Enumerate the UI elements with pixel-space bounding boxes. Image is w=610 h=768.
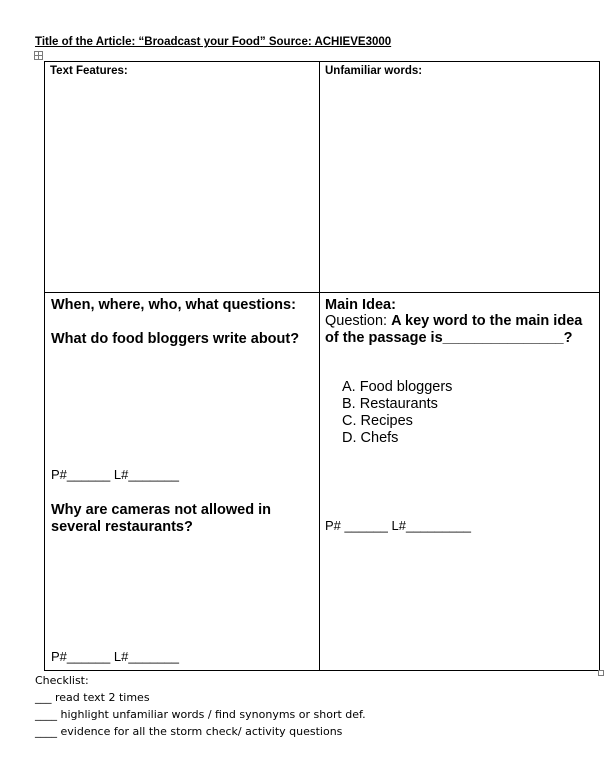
worksheet-table bbox=[44, 61, 600, 671]
checklist-item-read: ___ read text 2 times bbox=[35, 691, 150, 704]
unfamiliar-words-label: Unfamiliar words: bbox=[325, 65, 423, 77]
paragraph-line-answer-3: P# ______ L#_________ bbox=[325, 518, 472, 533]
text-features-label: Text Features: bbox=[50, 65, 128, 77]
question-text: A key word to the main idea of the passage is_______________? bbox=[325, 313, 583, 346]
question-prefix: Question: bbox=[325, 313, 392, 329]
questions-heading: When, where, who, what questions: bbox=[51, 297, 296, 313]
paragraph-line-answer-1: P#______ L#_______ bbox=[51, 467, 179, 482]
question-food-bloggers: What do food bloggers write about? bbox=[51, 331, 300, 347]
main-idea-cell[interactable] bbox=[320, 293, 600, 671]
unfamiliar-words-cell[interactable] bbox=[320, 62, 600, 293]
option-d: D. Chefs bbox=[342, 430, 399, 446]
checklist-item-highlight: ____ highlight unfamiliar words / find synonyms or short def. bbox=[35, 708, 366, 721]
text-features-cell[interactable] bbox=[45, 62, 320, 293]
table-move-handle-icon[interactable] bbox=[34, 51, 43, 60]
table-resize-handle-icon[interactable] bbox=[598, 670, 604, 676]
checklist-heading: Checklist: bbox=[35, 674, 89, 687]
option-a: A. Food bloggers bbox=[342, 379, 453, 395]
option-c: C. Recipes bbox=[342, 413, 413, 429]
question-cameras: Why are cameras not allowed in several restaurants? bbox=[51, 502, 271, 535]
article-title: Title of the Article: “Broadcast your Food” Source: ACHIEVE3000 bbox=[35, 36, 392, 48]
option-b: B. Restaurants bbox=[342, 396, 438, 412]
main-idea-heading: Main Idea: bbox=[325, 297, 396, 313]
checklist-item-evidence: ____ evidence for all the storm check/ activity questions bbox=[35, 725, 343, 738]
main-idea-question bbox=[325, 313, 600, 347]
questions-cell[interactable] bbox=[45, 293, 320, 671]
checklist bbox=[35, 672, 366, 740]
answer-options bbox=[342, 379, 452, 447]
paragraph-line-answer-2: P#______ L#_______ bbox=[51, 649, 179, 664]
